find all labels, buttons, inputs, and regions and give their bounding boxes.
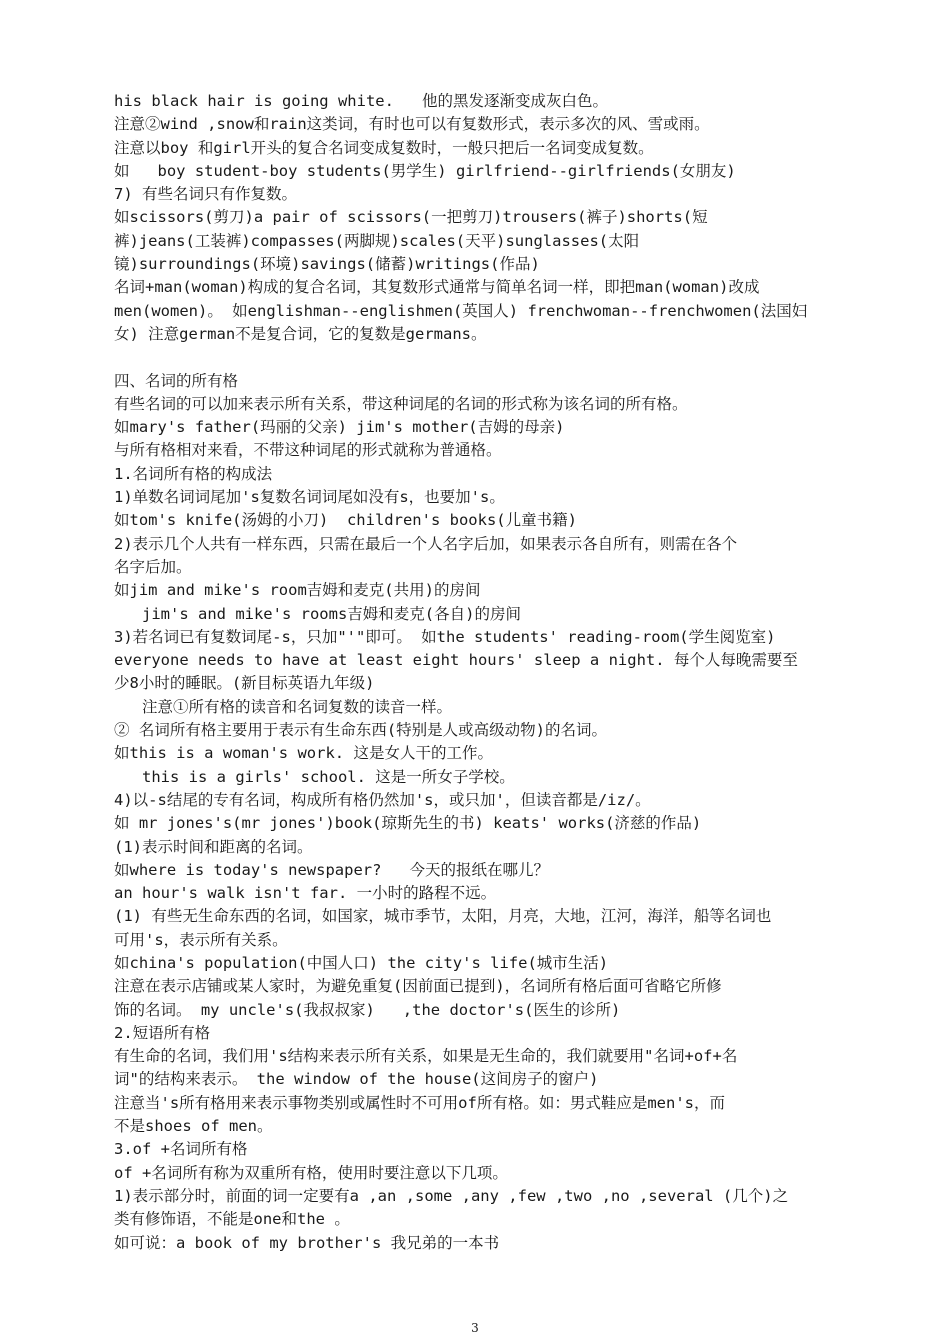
- text-line: 如china's population(中国人口) the city's life(城市生活): [114, 953, 609, 972]
- text-line: 3.of +名词所有格: [114, 1140, 248, 1159]
- text-line: 注意在表示店铺或某人家时，为避免重复(因前面已提到)，名词所有格后面可省略它所修: [114, 977, 722, 996]
- text-line: everyone needs to have at least eight hours' sleep a night. 每个人每晚需要至: [114, 651, 798, 670]
- text-line: 注意以boy 和girl开头的复合名词变成复数时，一般只把后一名词变成复数。: [114, 138, 654, 157]
- text-line: 少8小时的睡眠。(新目标英语九年级): [114, 674, 375, 693]
- text-line: ② 名词所有格主要用于表示有生命东西(特别是人或高级动物)的名词。: [114, 721, 607, 740]
- text-line: his black hair is going white. 他的黑发逐渐变成灰白色。: [114, 92, 608, 110]
- text-line: this is a girls' school. 这是一所女子学校。: [114, 767, 515, 786]
- text-line: 饰的名词。 my uncle's(我叔叔家) ,the doctor's(医生的诊所): [114, 1000, 621, 1019]
- text-line: 有生命的名词，我们用's结构来表示所有关系，如果是无生命的，我们就要用"名词+of+名: [114, 1047, 738, 1066]
- text-line: 如 boy student-boy students(男学生) girlfriend--girlfriends(女朋友): [114, 161, 736, 180]
- document-body: [114, 90, 864, 1255]
- text-line: 类有修饰语，不能是one和the 。: [114, 1210, 350, 1229]
- text-line: 注意①所有格的读音和名词复数的读音一样。: [114, 697, 452, 716]
- text-line: 3)若名词已有复数词尾-s，只加"'"即可。 如the students' reading-room(学生阅览室): [114, 627, 776, 646]
- text-line: 如 mr jones's(mr jones')book(琼斯先生的书) keats' works(济慈的作品): [114, 814, 702, 833]
- text-line: 词"的结构来表示。 the window of the house(这间房子的窗户): [114, 1070, 599, 1089]
- text-line: 1)单数名词词尾加's复数名词词尾如没有s，也要加's。: [114, 488, 505, 507]
- text-line: 可用's，表示所有关系。: [114, 930, 288, 949]
- text-line: 4)以-s结尾的专有名词，构成所有格仍然加's，或只加'，但读音都是/iz/。: [114, 790, 651, 809]
- text-line: 2.短语所有格: [114, 1023, 211, 1042]
- text-line: 2)表示几个人共有一样东西，只需在最后一个人名字后加，如果表示各自所有，则需在各个: [114, 534, 738, 553]
- text-line: 1.名词所有格的构成法: [114, 464, 273, 483]
- text-line: 如this is a woman's work. 这是女人干的工作。: [114, 744, 493, 763]
- page-number: 3: [471, 1321, 479, 1335]
- text-line: 名词+man(woman)构成的复合名词，其复数形式通常与简单名词一样，即把man(woman)改成: [114, 278, 760, 297]
- text-line: 注意当's所有格用来表示事物类别或属性时不可用of所有格。如：男式鞋应是men's，而: [114, 1093, 725, 1112]
- text-line: 有些名词的可以加来表示所有关系，带这种词尾的名词的形式称为该名词的所有格。: [114, 394, 688, 413]
- text-line: 女) 注意german不是复合词，它的复数是germans。: [114, 324, 487, 343]
- text-line: 如可说：a book of my brother's 我兄弟的一本书: [114, 1233, 500, 1252]
- text-line: 与所有格相对来看，不带这种词尾的形式就称为普通格。: [114, 441, 502, 460]
- text-line: 镜)surroundings(环境)savings(储蓄)writings(作品): [114, 255, 540, 274]
- text-line: 如tom's knife(汤姆的小刀) children's books(儿童书籍): [114, 511, 577, 530]
- text-line: (1) 有些无生命东西的名词，如国家，城市季节，太阳，月亮，大地，江河，海洋，船等名词也: [114, 907, 772, 926]
- text-line: 1)表示部分时，前面的词一定要有a ,an ,some ,any ,few ,two ,no ,several (几个)之: [114, 1186, 789, 1205]
- text-line: 名字后加。: [114, 557, 192, 576]
- text-line: (1)表示时间和距离的名词。: [114, 837, 313, 856]
- text-line: 注意②wind ,snow和rain这类词，有时也可以有复数形式，表示多次的风、雪或雨。: [114, 115, 710, 134]
- text-line: 如where is today's newspaper? 今天的报纸在哪儿？: [114, 860, 549, 879]
- text-line: 如jim and mike's room吉姆和麦克(共用)的房间: [114, 581, 481, 600]
- text-line: 裤)jeans(工装裤)compasses(两脚规)scales(天平)sunglasses(太阳: [114, 231, 640, 250]
- text-line: 7) 有些名词只有作复数。: [114, 185, 297, 204]
- text-line: men(women)。 如englishman--englishmen(英国人) frenchwoman--frenchwomen(法国妇: [114, 301, 808, 320]
- text-line: 四、名词的所有格: [114, 371, 239, 390]
- text-line: jim's and mike's rooms吉姆和麦克(各自)的房间: [114, 604, 521, 623]
- text-line: of +名词所有称为双重所有格，使用时要注意以下几项。: [114, 1163, 508, 1182]
- text-line: an hour's walk isn't far. 一小时的路程不远。: [114, 884, 497, 903]
- text-line: [114, 346, 864, 369]
- text-line: 如mary's father(玛丽的父亲) jim's mother(吉姆的母亲): [114, 418, 565, 437]
- text-line: 不是shoes of men。: [114, 1117, 273, 1136]
- text-line: 如scissors(剪刀)a pair of scissors(一把剪刀)trousers(裤子)shorts(短: [114, 208, 708, 227]
